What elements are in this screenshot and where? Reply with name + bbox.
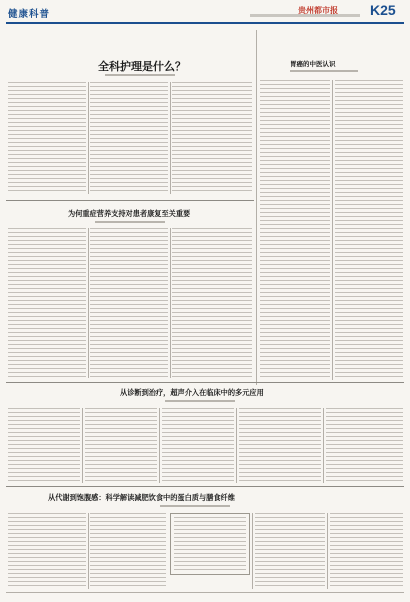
article-body-column (85, 408, 157, 483)
byline (165, 400, 235, 402)
article-body-column (326, 408, 403, 483)
article-body-column (90, 228, 168, 378)
column-divider (170, 82, 171, 194)
page-number: K25 (370, 2, 396, 18)
article-body-column (335, 80, 403, 380)
header-rule (6, 22, 404, 24)
column-divider (88, 228, 89, 378)
section-rule (6, 200, 254, 201)
headline-ultrasound-intervention: 从诊断到治疗，超声介入在临床中的多元应用 (120, 388, 264, 397)
byline (105, 74, 175, 76)
column-divider (88, 513, 89, 589)
column-divider (82, 408, 83, 483)
article-body-column (330, 513, 403, 589)
article-body-column (8, 82, 86, 192)
column-divider (159, 408, 160, 483)
article-body-column (90, 82, 168, 192)
byline (95, 221, 165, 223)
section-rule (6, 486, 404, 487)
article-body-column (260, 80, 330, 380)
byline (290, 70, 358, 72)
footer-rule (6, 592, 404, 593)
column-divider (170, 228, 171, 378)
column-divider (88, 82, 89, 194)
article-body-column (172, 228, 252, 378)
column-divider (252, 513, 253, 589)
headline-general-nursing: 全科护理是什么？ (98, 60, 186, 73)
info-table-rows (174, 517, 246, 571)
article-body-column (162, 408, 234, 483)
masthead: 贵州都市报 (298, 5, 338, 15)
column-divider (332, 80, 333, 380)
article-body-column (8, 228, 86, 378)
article-body-column (8, 513, 86, 589)
article-body-column (172, 82, 252, 192)
column-divider (256, 30, 257, 385)
article-body-column (239, 408, 321, 483)
headline-protein-fiber-diet: 从代谢到饱腹感：科学解读减肥饮食中的蛋白质与膳食纤维 (48, 493, 235, 502)
byline (160, 505, 230, 507)
column-divider (236, 408, 237, 483)
column-divider (327, 513, 328, 589)
article-body-column (8, 408, 80, 483)
article-body-column (255, 513, 325, 589)
headline-nutrition-support: 为何重症营养支持对患者康复至关重要 (68, 209, 191, 218)
article-body-column (90, 513, 166, 589)
info-table (170, 513, 250, 575)
section-name: 健康科普 (8, 9, 51, 20)
headline-stomach-cancer: 胃癌的中医认识 (290, 60, 336, 68)
section-rule (6, 382, 404, 383)
column-divider (323, 408, 324, 483)
